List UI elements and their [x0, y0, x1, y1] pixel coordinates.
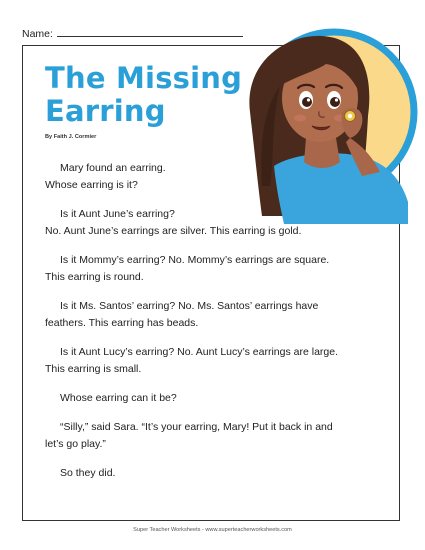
- name-blank-line[interactable]: [57, 27, 243, 37]
- story-paragraph: Is it Aunt June’s earring? No. Aunt June’s earrings are silver. This earring is gold.: [45, 208, 302, 237]
- story-title-line2: Earring: [45, 94, 166, 128]
- story-paragraph: Is it Aunt Lucy’s earring? No. Aunt Lucy’s earrings are large. This earring is small.: [45, 346, 339, 375]
- left-pupil: [302, 97, 312, 107]
- story-title: [45, 62, 242, 128]
- right-pupil: [330, 97, 340, 107]
- story-paragraph: Whose earring can it be?: [60, 392, 177, 404]
- story-paragraph: Is it Ms. Santos’ earring? No. Ms. Santos’ earrings have feathers. This earring has beads.: [45, 300, 319, 329]
- story-title-line1: The Missing: [45, 61, 243, 95]
- byline: By Faith J. Cormier: [45, 134, 97, 140]
- footer-credit: Super Teacher Worksheets - www.superteacherworksheets.com: [133, 527, 292, 533]
- story-paragraph: “Silly,” said Sara. “It’s your earring, Mary! Put it back in and let’s go play.”: [45, 421, 333, 450]
- name-field: [22, 27, 243, 40]
- story-paragraph: So they did.: [60, 467, 116, 479]
- story-paragraph: Is it Mommy’s earring? No. Mommy’s earrings are square. This earring is round.: [45, 254, 330, 283]
- story-body: [45, 160, 390, 494]
- story-paragraph: Mary found an earring. Whose earring is it?: [45, 162, 166, 191]
- name-label: Name:: [22, 28, 53, 40]
